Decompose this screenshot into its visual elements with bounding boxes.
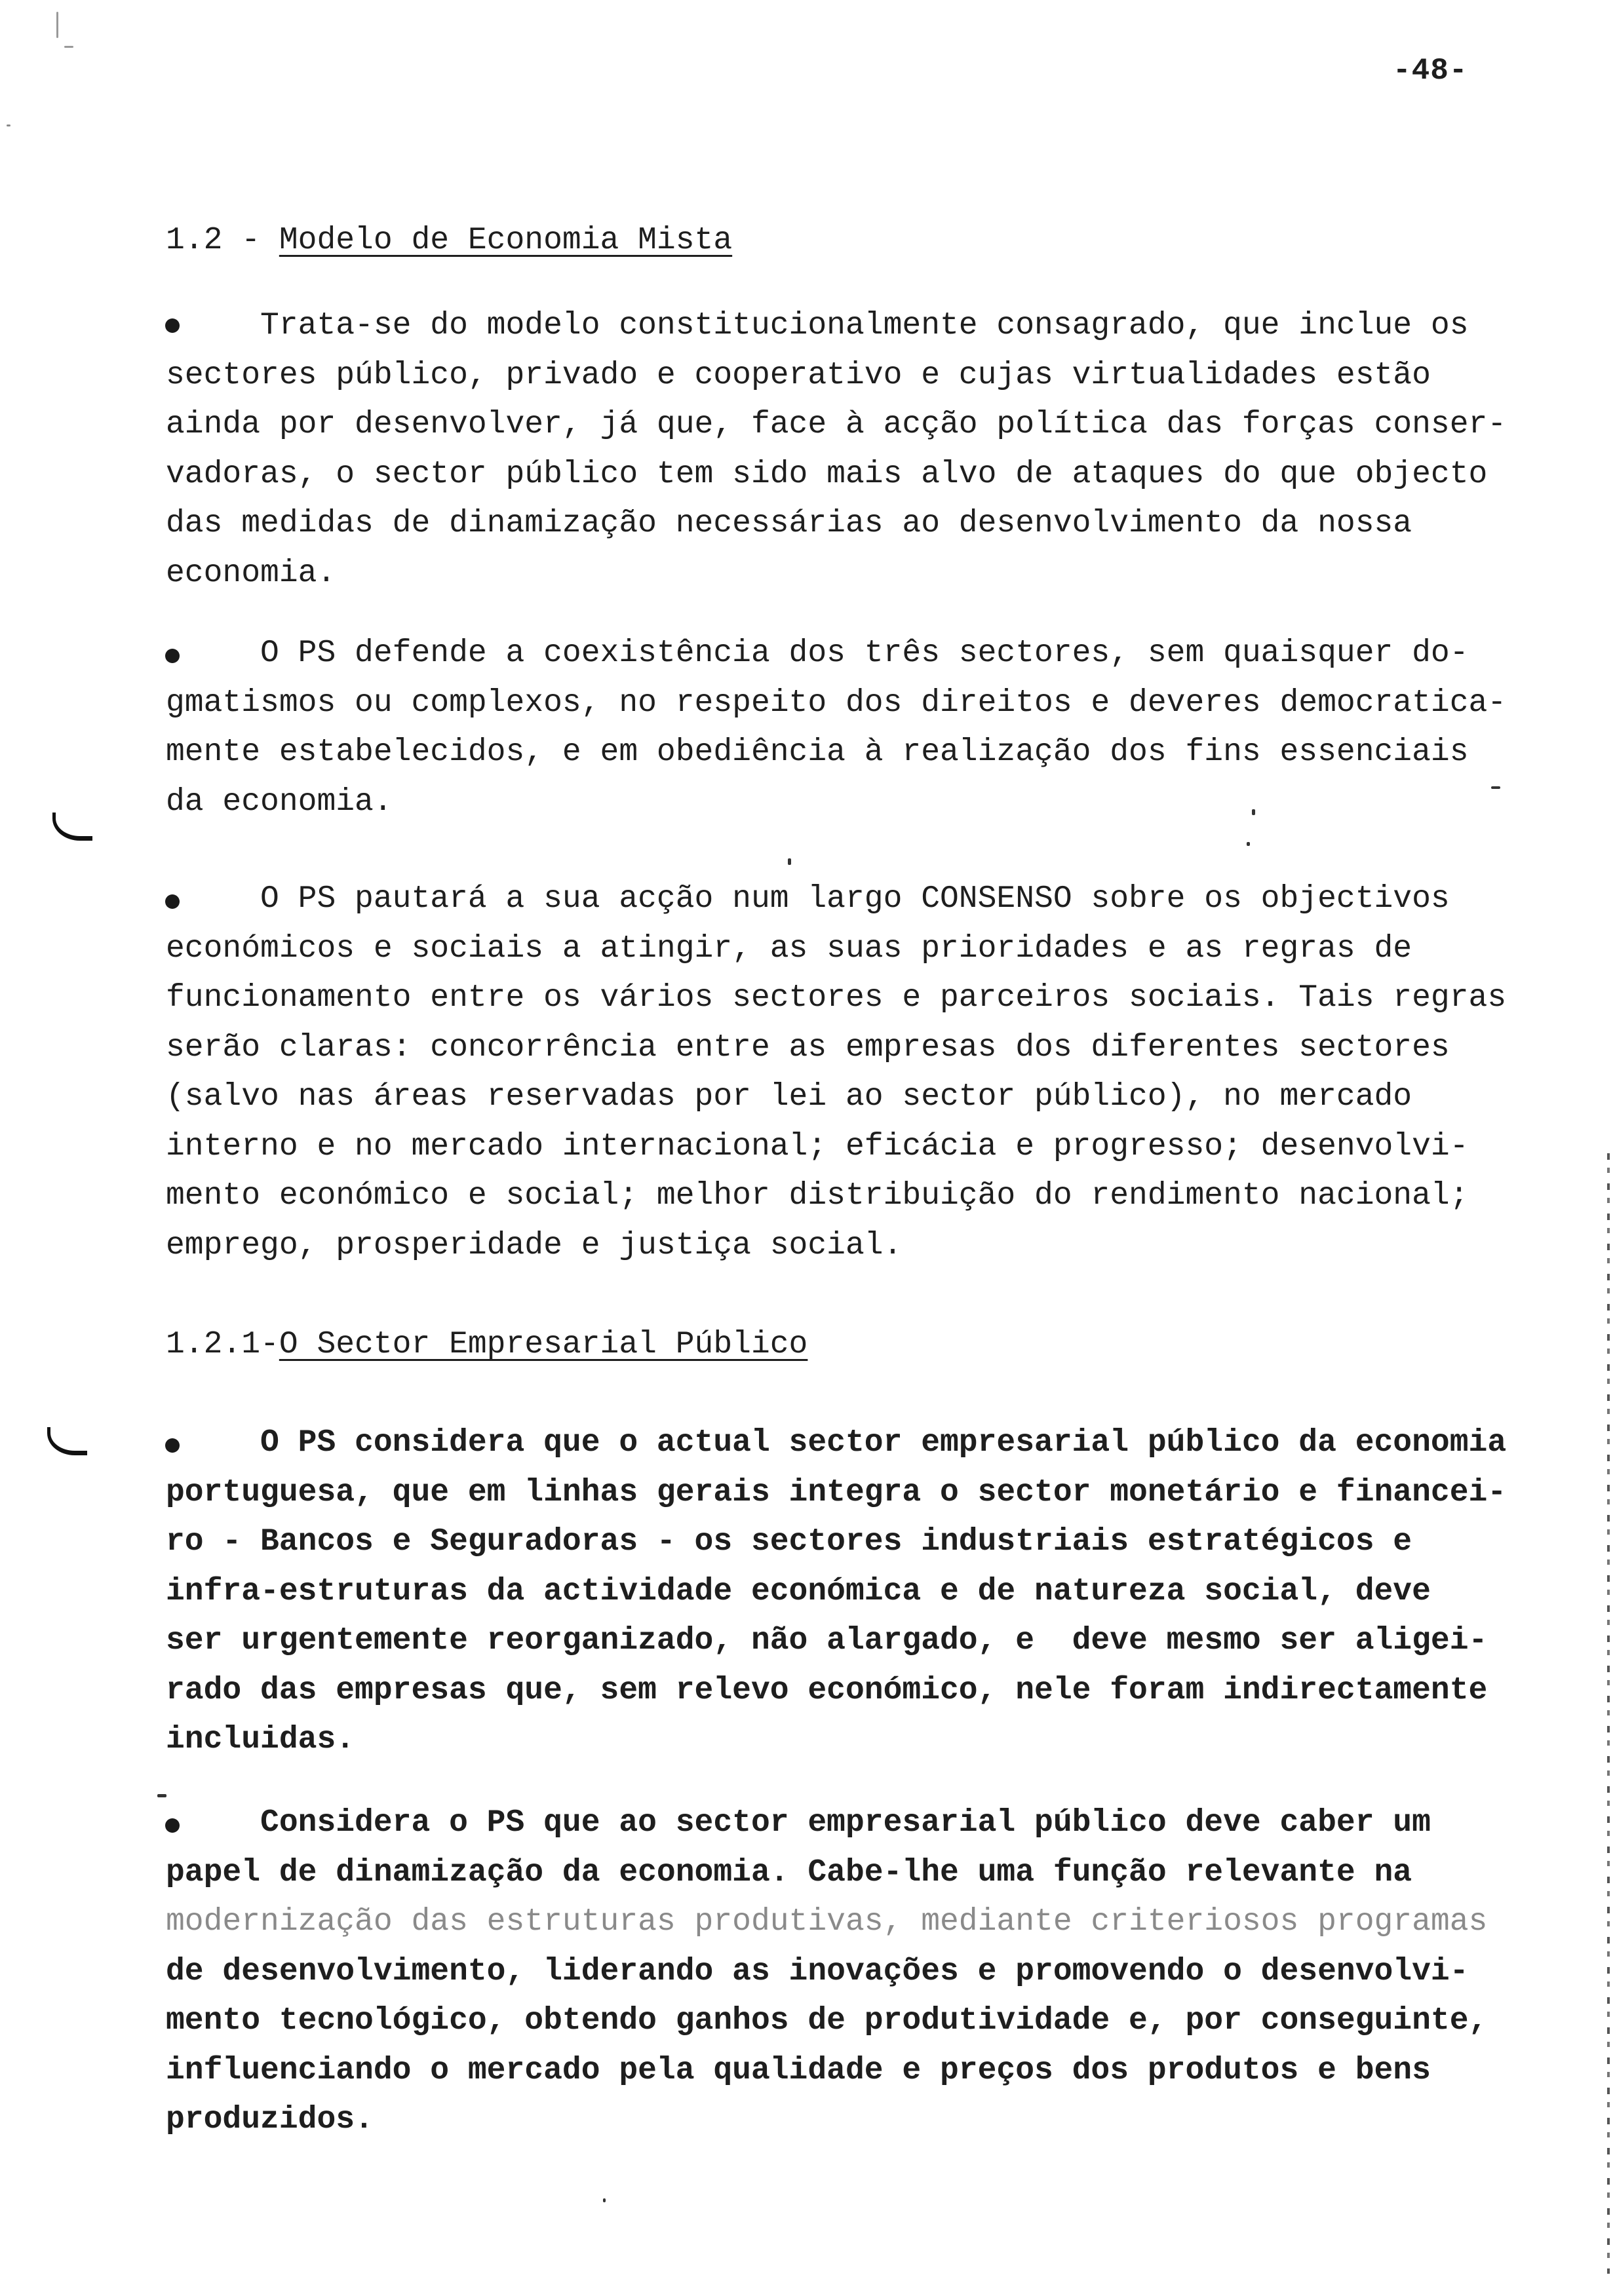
text-line: económicos e sociais a atingir, as suas prioridades e as regras de [166, 930, 1412, 966]
margin-check-mark [47, 1427, 87, 1455]
text-line: mento económico e social; melhor distribuição do rendimento nacional; [166, 1178, 1469, 1214]
section-heading-1-2-1 [166, 1327, 808, 1362]
text-line: interno e no mercado internacional; eficácia e progresso; desenvolvi- [166, 1128, 1469, 1164]
text-line: emprego, prosperidade e justiça social. [166, 1227, 903, 1263]
text-line: O PS defende a coexistência dos três sectores, sem quaisquer do- [166, 636, 1469, 671]
paragraph [166, 629, 1568, 827]
text-line: ainda por desenvolver, já que, face à acção política das forças conser- [166, 407, 1507, 442]
text-line: O PS considera que o actual sector empresarial público da economia [166, 1425, 1507, 1461]
text-line: gmatismos ou complexos, no respeito dos direitos e deveres democratica- [166, 685, 1507, 721]
paragraph [166, 1799, 1568, 2145]
page-number: -48- [1393, 54, 1468, 88]
text-line: mento tecnológico, obtendo ganhos de produtividade e, por conseguinte, [166, 2003, 1488, 2038]
text-line: serão claras: concorrência entre as empresas dos diferentes sectores [166, 1029, 1450, 1065]
text-line: incluidas. [166, 1722, 355, 1757]
text-line: Trata-se do modelo constitucionalmente consagrado, que inclue os [166, 308, 1469, 343]
text-line: sectores público, privado e cooperativo e cujas virtualidades estão [166, 357, 1431, 393]
text-line: da economia. [166, 784, 393, 820]
text-line: ser urgentemente reorganizado, não alargado, e deve mesmo ser aligei- [166, 1623, 1488, 1658]
text-line: (salvo nas áreas reservadas por lei ao sector público), no mercado [166, 1079, 1412, 1115]
text-line: das medidas de dinamização necessárias ao desenvolvimento da nossa [166, 506, 1412, 541]
text-line: infra-estruturas da actividade económica e de natureza social, deve [166, 1573, 1431, 1609]
text-line: O PS pautará a sua acção num largo CONSENSO sobre os objectivos [166, 881, 1450, 917]
text-line: funcionamento entre os vários sectores e parceiros sociais. Tais regras [166, 980, 1507, 1016]
scan-speck [64, 46, 73, 48]
text-line: rado das empresas que, sem relevo económico, nele foram indirectamente [166, 1672, 1488, 1708]
scan-speck [788, 858, 791, 865]
margin-check-mark [52, 813, 92, 841]
scan-speck [1247, 842, 1250, 846]
section-number: 1.2.1- [166, 1327, 279, 1362]
section-heading-1-2 [166, 223, 732, 258]
paragraph [166, 875, 1568, 1271]
paragraph [166, 1419, 1568, 1765]
text-line: portuguesa, que em linhas gerais integra o sector monetário e financei- [166, 1474, 1507, 1510]
scan-speck [603, 2198, 606, 2202]
scan-speck [7, 124, 10, 126]
text-line: vadoras, o sector público tem sido mais alvo de ataques do que objecto [166, 456, 1488, 492]
section-title: Modelo de Economia Mista [279, 223, 733, 258]
scan-edge-noise [1607, 1153, 1610, 2274]
text-line: ro - Bancos e Seguradoras - os sectores industriais estratégicos e [166, 1524, 1412, 1559]
text-line-faded: modernização das estruturas produtivas, mediante criteriosos programas [166, 1904, 1488, 1940]
paragraph [166, 301, 1568, 598]
section-number: 1.2 - [166, 223, 279, 258]
section-title: O Sector Empresarial Público [279, 1327, 808, 1362]
text-line: de desenvolvimento, liderando as inovações e promovendo o desenvolvi- [166, 1953, 1469, 1989]
text-line: mente estabelecidos, e em obediência à realização dos fins essenciais [166, 735, 1469, 770]
text-line: influenciando o mercado pela qualidade e preços dos produtos e bens [166, 2052, 1431, 2088]
scan-speck [157, 1794, 166, 1797]
scan-speck [56, 12, 58, 38]
text-line: Considera o PS que ao sector empresarial público deve caber um [166, 1805, 1431, 1841]
text-line: papel de dinamização da economia. Cabe-lhe uma função relevante na [166, 1854, 1412, 1890]
text-line: produzidos. [166, 2102, 374, 2137]
text-line: economia. [166, 555, 336, 591]
